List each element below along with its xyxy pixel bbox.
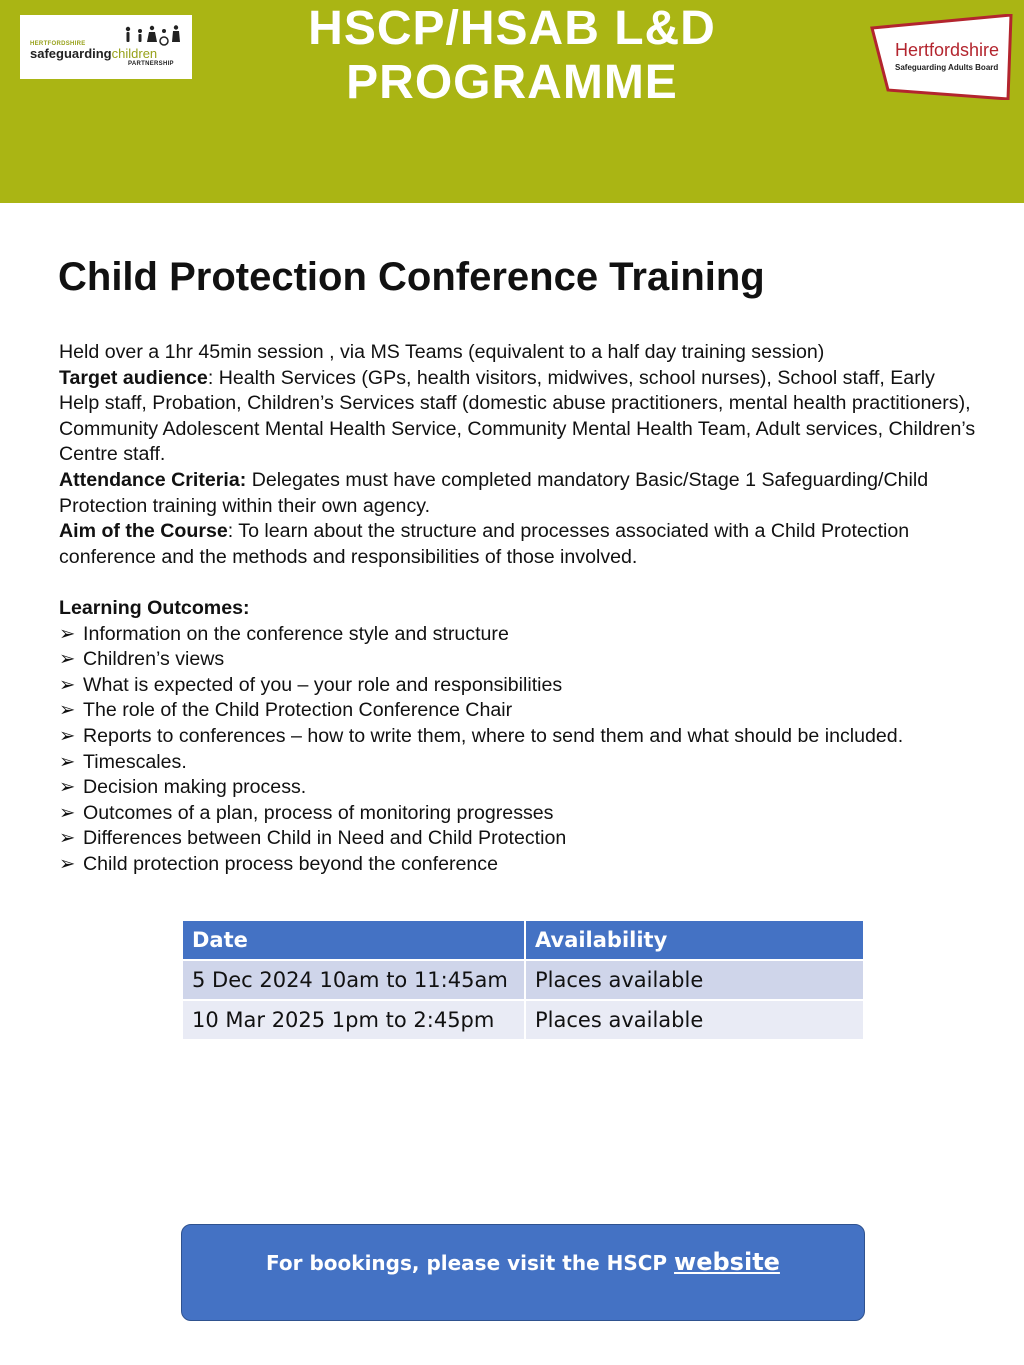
arrow-bullet-icon: ➢ [59, 724, 76, 747]
programme-title-line2: PROGRAMME [346, 56, 678, 109]
hertfordshire-safeguarding-adults-board-logo [870, 14, 1014, 100]
course-aim-text: : To learn about the structure and processes associated with a Child Protection conference and the methods and responsibilities of those involved. [59, 520, 910, 568]
arrow-bullet-icon: ➢ [59, 750, 76, 773]
attendance-criteria-label: Attendance Criteria: [59, 468, 247, 491]
header-banner [0, 0, 1024, 203]
logo-main-text [30, 47, 182, 61]
page-title: Child Protection Conference Training [58, 255, 765, 299]
session-schedule-table [181, 919, 865, 1041]
logo-small-text: HERTFORDSHIRE [30, 41, 86, 47]
list-item [59, 724, 979, 750]
spacer [59, 570, 979, 596]
intro-text: Held over a 1hr 45min session , via MS Teams (equivalent to a half day training session) [59, 341, 825, 363]
list-item [59, 801, 979, 827]
outcome-text: Reports to conferences – how to write them, where to send them and what should be included. [83, 724, 904, 747]
arrow-bullet-icon: ➢ [59, 852, 76, 875]
arrow-bullet-icon: ➢ [59, 827, 76, 850]
table-header-row [182, 920, 864, 960]
column-header-date: Date [182, 920, 525, 960]
booking-banner [181, 1224, 865, 1321]
outcome-text: Outcomes of a plan, process of monitoring progresses [83, 801, 554, 824]
outcome-text: Information on the conference style and structure [83, 622, 509, 645]
list-item [59, 622, 979, 648]
outcome-text: Timescales. [83, 750, 187, 773]
session-date: 5 Dec 2024 10am to 11:45am [182, 960, 525, 1000]
outcome-text: Children’s views [83, 648, 225, 671]
learning-outcomes-heading [59, 596, 979, 622]
learning-outcomes-label: Learning Outcomes: [59, 596, 250, 619]
list-item [59, 647, 979, 673]
outcome-text: Differences between Child in Need and Child Protection [83, 827, 567, 850]
course-description [59, 340, 979, 877]
logo-right-name: Hertfordshire [895, 40, 1000, 60]
session-availability: Places available [525, 1000, 864, 1040]
logo-sub-text: PARTNERSHIP [128, 61, 174, 67]
learning-outcomes-list [59, 622, 979, 878]
arrow-bullet-icon: ➢ [59, 673, 76, 696]
arrow-bullet-icon: ➢ [59, 622, 76, 645]
safeguarding-children-partnership-logo [20, 15, 192, 79]
arrow-bullet-icon: ➢ [59, 776, 76, 799]
people-figures-icon [122, 25, 184, 47]
logo-main-b: children [111, 46, 158, 61]
logo-main-a: safeguarding [30, 46, 112, 61]
website-link[interactable]: website [674, 1248, 780, 1276]
target-audience-label: Target audience [59, 366, 208, 389]
arrow-bullet-icon: ➢ [59, 648, 76, 671]
list-item [59, 673, 979, 699]
attendance-criteria-text: Delegates must have completed mandatory Basic/Stage 1 Safeguarding/Child Protection training within their own agency. [59, 468, 929, 517]
list-item [59, 852, 979, 878]
table-row [182, 960, 864, 1000]
course-aim-label: Aim of the Course [59, 520, 228, 543]
target-audience-text: : Health Services (GPs, health visitors, midwives, school nurses), School staff, Early Help staff, Probation, Children’s Services staff (domestic abuse practitioners, mental health practitioners), Community Adolescent Mental Health Service, Community Mental Health Team, Adult services, Children’s Centre staff. [59, 366, 976, 466]
course-aim [59, 519, 979, 570]
target-audience [59, 366, 979, 468]
outcome-text: The role of the Child Protection Conference Chair [83, 699, 513, 722]
attendance-criteria [59, 468, 979, 519]
table-row [182, 1000, 864, 1040]
outcome-text: Child protection process beyond the conference [83, 852, 498, 875]
outcome-text: What is expected of you – your role and responsibilities [83, 673, 563, 696]
column-header-availability: Availability [525, 920, 864, 960]
session-availability: Places available [525, 960, 864, 1000]
list-item [59, 826, 979, 852]
logo-right-sub: Safeguarding Adults Board [895, 63, 999, 72]
programme-title [250, 2, 774, 110]
outcome-text: Decision making process. [83, 776, 307, 799]
list-item [59, 775, 979, 801]
list-item [59, 750, 979, 776]
programme-title-line1: HSCP/HSAB L&D [308, 2, 716, 55]
session-date: 10 Mar 2025 1pm to 2:45pm [182, 1000, 525, 1040]
booking-text: For bookings, please visit the HSCP [266, 1251, 675, 1275]
arrow-bullet-icon: ➢ [59, 801, 76, 824]
list-item [59, 698, 979, 724]
arrow-bullet-icon: ➢ [59, 699, 76, 722]
